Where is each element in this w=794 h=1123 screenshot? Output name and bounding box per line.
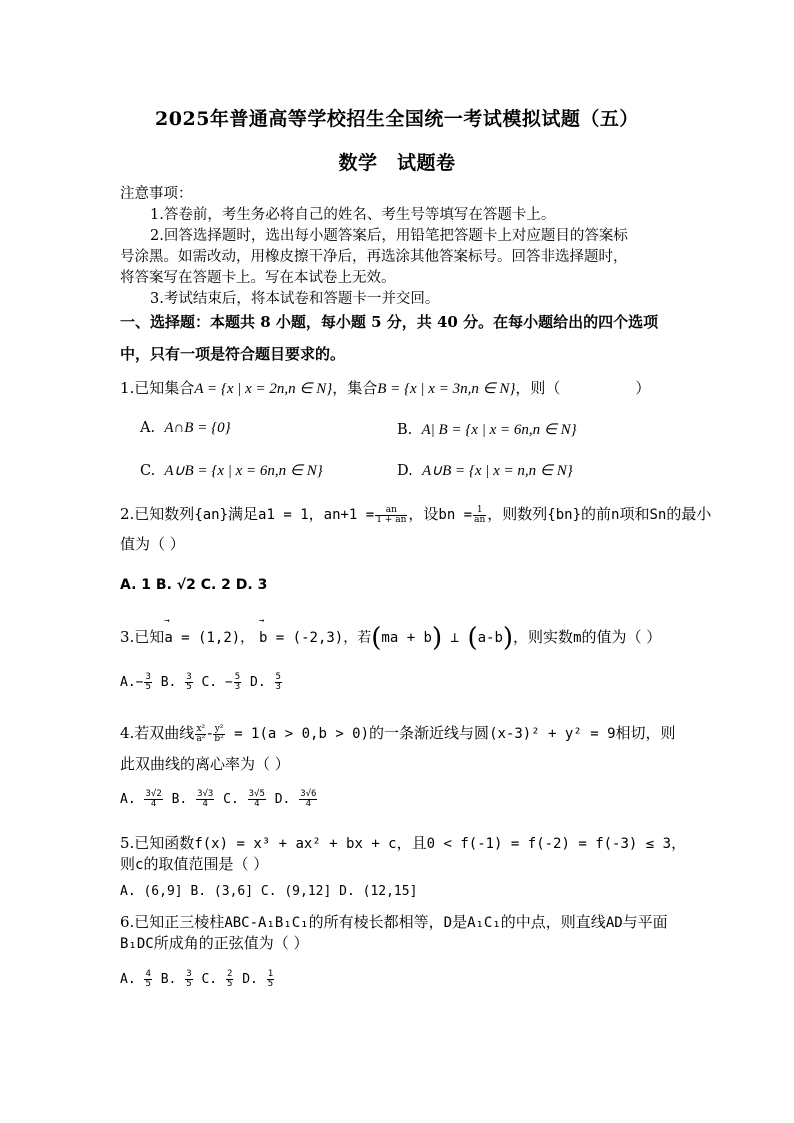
fraction-denominator: 5 xyxy=(145,979,151,989)
question-1-stem xyxy=(120,377,650,398)
fraction-denominator: 4 xyxy=(254,799,260,809)
notice-item-2c: 将答案写在答题卡上。写在本试卷上无效。 xyxy=(120,270,396,286)
fraction-numerator: y² xyxy=(214,723,224,734)
q4-text: 的一条渐近线与圆 xyxy=(369,724,490,742)
q3-text: ，则实数 xyxy=(513,628,574,646)
fraction-denominator: 4 xyxy=(202,799,208,809)
fraction-numerator: 3√6 xyxy=(300,789,317,799)
q2-options: A. 1 B. √2 C. 2 D. 3 xyxy=(120,577,268,593)
q1-set-b: B = {x | x = 3n,n ∈ N} xyxy=(377,381,516,397)
q6-prism: ABC-A₁B₁C₁ xyxy=(224,915,309,931)
q2-recursion: an+1 = xyxy=(323,507,375,523)
notice-item-3: 3.考试结束后，将本试卷和答题卡一并交回。 xyxy=(150,291,440,307)
q3-perp: ⊥ xyxy=(442,630,468,646)
q6-text: 6.已知正三棱柱 xyxy=(120,913,225,931)
q5-text: ， xyxy=(671,834,687,852)
option-label: D. xyxy=(397,463,413,479)
section-heading-2: 中，只有一项是符合题目要求的。 xyxy=(120,345,346,363)
option-fraction xyxy=(275,673,282,692)
question-3-stem xyxy=(120,623,661,653)
q3-paren-close: ) xyxy=(431,623,443,653)
option-text: A| B = {x | x = 6n,n ∈ N} xyxy=(421,422,577,438)
q2-seq-b: {bn} xyxy=(547,507,582,523)
fraction-denominator: 5 xyxy=(226,979,233,989)
question-2-stem xyxy=(120,503,711,525)
q1-option-c xyxy=(140,461,323,480)
q6-edge: A₁C₁ xyxy=(467,915,501,931)
q4-options xyxy=(120,790,318,809)
notice-item-2a: 2.回答选择题时，选出每小题答案后，用铅笔把答题卡上对应题目的答案标 xyxy=(150,228,628,244)
notice-item-1: 1.答卷前，考生务必将自己的姓名、考生号等填写在答题卡上。 xyxy=(150,207,556,223)
fraction-denominator: 3 xyxy=(275,682,281,692)
q2-text: 满足 xyxy=(228,505,259,523)
fraction-denominator: b² xyxy=(214,733,224,744)
q3-vector-a: → a = (1,2)， xyxy=(164,627,254,647)
option-fraction xyxy=(267,970,274,989)
option-label: B. xyxy=(397,422,413,438)
q2-n: n xyxy=(611,507,620,523)
q6-text: 的所有棱长都相等， xyxy=(308,913,444,931)
q5-c: c xyxy=(135,857,144,873)
q2-text: ，则数列 xyxy=(487,505,548,523)
question-6-line2 xyxy=(120,932,309,953)
option-label: A. xyxy=(120,972,144,987)
q6-point-d: D xyxy=(443,915,453,931)
q5-text: 5.已知函数 xyxy=(120,834,195,852)
q4-text: 4.若双曲线 xyxy=(120,724,195,742)
q6-plane: B₁DC xyxy=(120,936,154,952)
q6-text: 与平面 xyxy=(622,913,668,931)
fraction-numerator: 3 xyxy=(145,672,151,682)
fraction-numerator: an xyxy=(375,506,407,516)
fraction-denominator: an xyxy=(474,514,486,525)
q3-expression: a-b xyxy=(477,630,503,646)
option-label: A.− xyxy=(120,675,144,690)
q2-text: 的前 xyxy=(581,505,612,523)
q1-text: ，集合 xyxy=(332,379,378,397)
q1-text: ，则（ ） xyxy=(515,379,651,397)
q3-text: 的值为（ ） xyxy=(581,628,662,646)
fraction-numerator: 5 xyxy=(234,672,241,682)
fraction-numerator: 4 xyxy=(145,969,151,979)
question-5-line2 xyxy=(120,853,268,874)
q2-bn: bn = xyxy=(438,507,473,523)
option-fraction xyxy=(248,790,266,809)
q2-cond: a1 = 1 xyxy=(258,507,309,523)
section-heading-1: 一、选择题：本题共 8 小题，每小题 5 分，共 40 分。在每小题给出的四个选项 xyxy=(120,313,659,331)
q3-vector-b: → b = (-2,3)，若 xyxy=(259,627,371,647)
option-label: B. xyxy=(163,792,196,807)
option-fraction xyxy=(144,970,151,989)
fraction-numerator: 1 xyxy=(267,969,274,979)
option-fraction xyxy=(144,790,162,809)
fraction-denominator: 4 xyxy=(305,799,312,809)
q6-line-ad: AD xyxy=(605,915,623,931)
q1-option-d xyxy=(397,461,573,480)
option-label: A. xyxy=(140,420,156,436)
q6-options xyxy=(120,970,275,989)
q2-text: ， xyxy=(308,505,324,523)
q2-bn-fraction xyxy=(473,506,486,525)
q6-text: 是 xyxy=(452,913,468,931)
notice-item-2b: 号涂黑。如需改动，用橡皮擦干净后，再选涂其他答案标号。回答非选择题时， xyxy=(120,249,628,265)
option-fraction xyxy=(144,673,151,692)
fraction-denominator: 4 xyxy=(150,799,157,809)
option-fraction xyxy=(226,970,233,989)
option-fraction xyxy=(234,673,241,692)
q5-text: 的取值范围是（ ） xyxy=(143,855,269,873)
option-label: D. xyxy=(266,792,299,807)
fraction-numerator: 5 xyxy=(275,672,281,682)
q1-option-a xyxy=(140,420,231,437)
option-fraction xyxy=(185,673,192,692)
option-text: A∪B = {x | x = n,n ∈ N} xyxy=(421,463,573,479)
q4-text: 相切，则 xyxy=(615,724,676,742)
fraction-numerator: 3√5 xyxy=(248,789,265,799)
q1-option-b xyxy=(397,420,577,439)
q5-text: ，且 xyxy=(396,834,427,852)
q6-text: 的中点，则直线 xyxy=(500,913,606,931)
option-label: B. xyxy=(152,675,185,690)
option-label: C. xyxy=(193,972,225,987)
option-label: D. xyxy=(234,972,266,987)
q2-text: ，设 xyxy=(408,505,439,523)
q3-paren-close: ) xyxy=(502,623,514,653)
option-fraction xyxy=(196,790,214,809)
q1-text: 1.已知集合 xyxy=(120,379,195,397)
option-label: C. xyxy=(140,463,156,479)
fraction-denominator: 5 xyxy=(186,682,192,692)
option-label: C. xyxy=(215,792,247,807)
q3-expression: ma + b xyxy=(381,630,432,646)
option-label: A. xyxy=(120,792,144,807)
fraction-numerator: 3 xyxy=(186,672,192,682)
option-label: D. xyxy=(242,675,274,690)
fraction-numerator: 1 xyxy=(473,506,486,516)
q6-text: 所成角的正弦值为（ ） xyxy=(153,934,309,952)
option-text: A∪B = {x | x = 6n,n ∈ N} xyxy=(164,463,323,479)
option-fraction xyxy=(299,790,317,809)
q2-text: 的最小 xyxy=(666,505,712,523)
q2-text: 项和 xyxy=(619,505,650,523)
question-4-stem: 4.若双曲线 $\frac{\text{x²}}{\text{a²}}$ - $\frac{\text{y²}}{\text{b²}}$ = 1(a > 0,b > 0)的一条渐近线与圆(x-3)² + y² = 9相切，则 xyxy=(120,723,676,744)
question-5-stem xyxy=(120,832,686,853)
fraction-numerator: 3√3 xyxy=(197,789,214,799)
q3-paren-open: ( xyxy=(467,623,478,653)
q2-text: 2.已知数列 xyxy=(120,505,195,523)
fraction-numerator: 2 xyxy=(226,969,233,979)
option-text: A∩B = {0} xyxy=(164,420,231,436)
fraction-numerator: x² xyxy=(196,723,206,734)
q2-sn: Sn xyxy=(649,507,667,523)
q4-x-fraction xyxy=(195,725,206,744)
fraction-numerator: 3 xyxy=(186,969,192,979)
q1-set-a: A = {x | x = 2n,n ∈ N} xyxy=(194,381,333,397)
exam-subtitle: 数学 试题卷 xyxy=(338,152,456,174)
q5-function: f(x) = x³ + ax² + bx + c xyxy=(194,836,397,852)
question-4-line2: 此双曲线的离心率为（ ） xyxy=(120,755,290,773)
option-fraction xyxy=(185,970,192,989)
q4-y-fraction xyxy=(213,725,224,744)
q4-circle: (x-3)² + y² = 9 xyxy=(489,726,616,742)
q2-seq-a: {an} xyxy=(194,507,229,523)
q3-paren-open: ( xyxy=(371,623,382,653)
q3-m: m xyxy=(573,630,582,646)
fraction-denominator: 5 xyxy=(267,979,274,989)
fraction-numerator: 3√2 xyxy=(145,789,162,799)
q5-condition: 0 < f(-1) = f(-2) = f(-3) ≤ 3 xyxy=(426,836,672,852)
fraction-denominator: 1 + an xyxy=(376,514,407,525)
question-2-line2: 值为（ ） xyxy=(120,535,185,553)
fraction-denominator: 5 xyxy=(145,682,151,692)
fraction-denominator: 3 xyxy=(234,682,241,692)
q4-equation: = 1(a > 0,b > 0) xyxy=(225,726,370,742)
q3-text: 3.已知 xyxy=(120,628,165,646)
question-6-stem xyxy=(120,911,668,932)
fraction-denominator: 5 xyxy=(186,979,192,989)
q5-options: A. (6,9] B. (3,6] C. (9,12] D. (12,15] xyxy=(120,884,418,899)
q2-fraction xyxy=(375,506,407,525)
option-label: B. xyxy=(152,972,185,987)
notice-heading: 注意事项： xyxy=(120,186,193,202)
q3-options xyxy=(120,673,283,692)
fraction-denominator: a² xyxy=(196,733,206,744)
q5-text: 则 xyxy=(120,855,136,873)
option-label: C. − xyxy=(193,675,233,690)
exam-title: 2025年普通高等学校招生全国统一考试模拟试题（五） xyxy=(155,108,639,130)
